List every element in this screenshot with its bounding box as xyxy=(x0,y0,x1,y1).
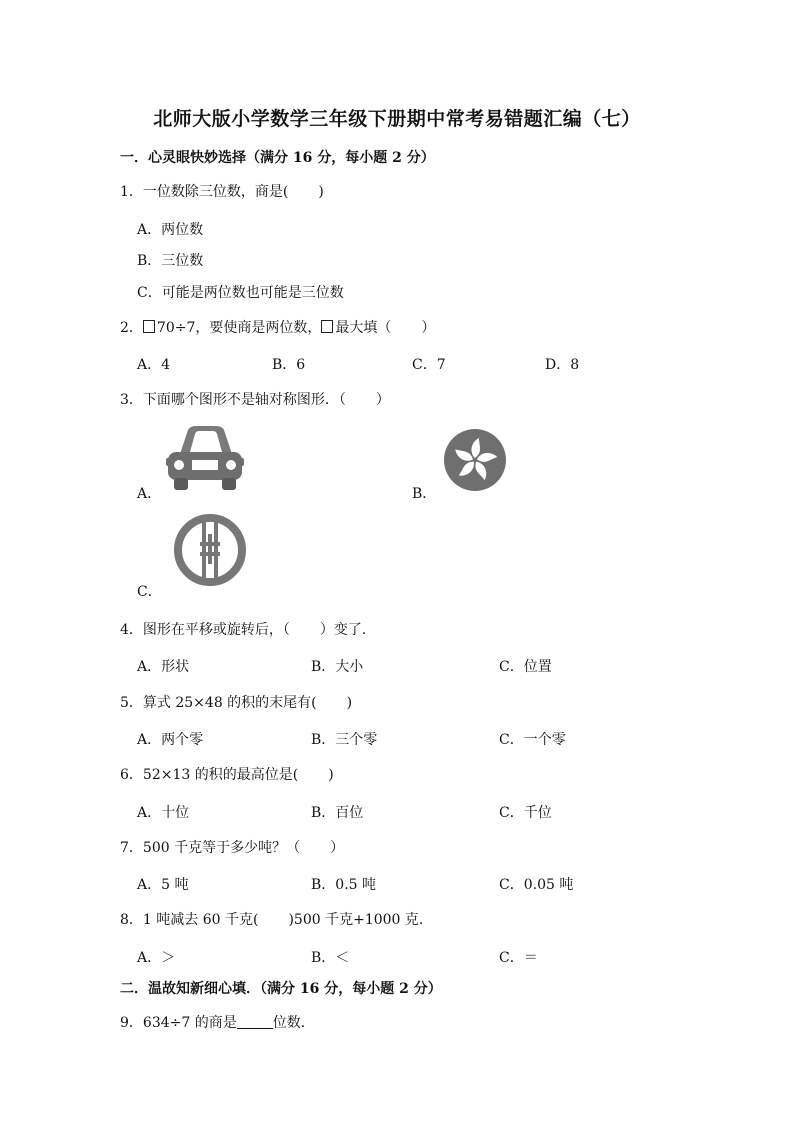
question-3: 3．下面哪个图形不是轴对称图形．（ ） xyxy=(120,392,390,408)
option-5b: B．三个零 xyxy=(311,732,378,748)
option-1b: B．三位数 xyxy=(137,253,204,269)
section-1-heading: 一．心灵眼快妙选择（满分 16 分，每小题 2 分） xyxy=(120,150,435,166)
section-2-heading: 二．温故知新细心填．（满分 16 分，每小题 2 分） xyxy=(120,981,442,997)
question-1: 1．一位数除三位数，商是( ) xyxy=(120,184,324,200)
option-7b: B．0.5 吨 xyxy=(311,877,377,893)
question-2: 2． 70÷7，要使商是两位数， 最大填（ ） xyxy=(120,320,436,336)
option-1a: A．两位数 xyxy=(137,222,204,238)
option-4a: A．形状 xyxy=(137,659,190,675)
option-1c: C．可能是两位数也可能是三位数 xyxy=(137,285,344,301)
option-7c: C．0.05 吨 xyxy=(499,877,574,893)
option-3a: A． xyxy=(137,486,162,502)
question-number: 1． xyxy=(120,184,143,200)
option-5c: C．一个零 xyxy=(499,732,566,748)
question-4: 4．图形在平移或旋转后，（ ）变了． xyxy=(120,622,376,638)
option-3b: B． xyxy=(412,486,437,502)
option-3c: C． xyxy=(137,584,162,600)
option-2c: C．7 xyxy=(412,357,446,373)
option-6c: C．千位 xyxy=(499,805,552,821)
question-7: 7．500 千克等于多少吨？（ ） xyxy=(120,840,345,856)
option-2d: D．8 xyxy=(545,357,580,373)
question-number: 9． xyxy=(120,1015,143,1031)
option-2b: B．6 xyxy=(272,357,306,373)
option-6b: B．百位 xyxy=(311,805,364,821)
option-2a: A．4 xyxy=(137,357,171,373)
question-number: 4． xyxy=(120,622,143,638)
bank-logo-icon xyxy=(172,512,248,588)
bauhinia-emblem-icon xyxy=(443,428,507,492)
question-number: 6． xyxy=(120,767,143,783)
answer-blank[interactable] xyxy=(237,1028,273,1029)
page-title: 北师大版小学数学三年级下册期中常考易错题汇编（七） xyxy=(153,108,641,130)
option-4b: B．大小 xyxy=(311,659,364,675)
blank-box-icon xyxy=(321,320,333,333)
blank-box-icon xyxy=(143,320,155,333)
question-6: 6．52×13 的积的最高位是( ) xyxy=(120,767,334,783)
question-number: 2． xyxy=(120,320,143,336)
option-8b: B．＜ xyxy=(311,950,350,966)
option-7a: A．5 吨 xyxy=(137,877,189,893)
car-icon xyxy=(166,424,244,492)
option-8c: C．＝ xyxy=(499,950,538,966)
question-5: 5．算式 25×48 的积的末尾有( ) xyxy=(120,695,353,711)
question-number: 7． xyxy=(120,840,143,856)
option-4c: C．位置 xyxy=(499,659,552,675)
question-number: 5． xyxy=(120,695,143,711)
question-number: 3． xyxy=(120,392,143,408)
question-text: 一位数除三位数，商是( xyxy=(142,184,289,200)
question-9: 9．634÷7 的商是 位数． xyxy=(120,1015,315,1031)
question-number: 8． xyxy=(120,912,143,928)
question-8: 8．1 吨减去 60 千克( )500 千克+1000 克． xyxy=(120,912,433,928)
option-6a: A．十位 xyxy=(137,805,190,821)
option-8a: A．＞ xyxy=(137,950,176,966)
option-5a: A．两个零 xyxy=(137,732,204,748)
